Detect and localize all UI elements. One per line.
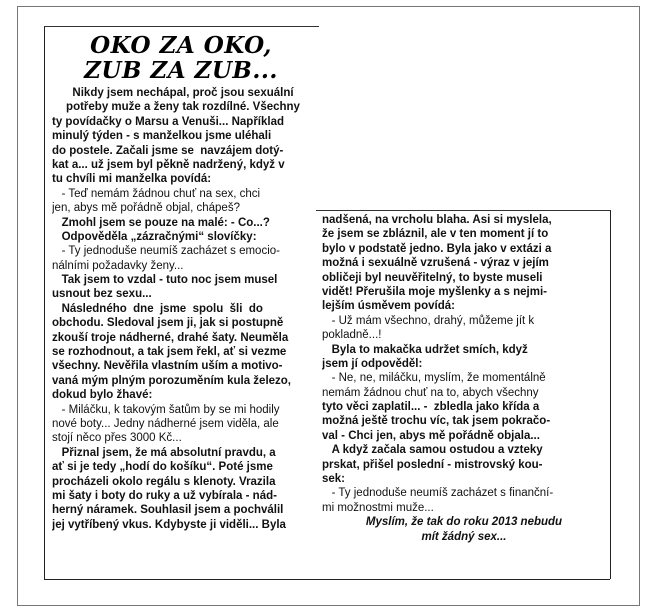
- text-line: všechny. Nevěřila vlastním uším a motivo-: [52, 360, 283, 373]
- text-line: nemám žádnou chuť na to, abych všechny: [322, 386, 539, 399]
- text-line: mít žádný sex...: [421, 530, 507, 543]
- text-line: ty povídačky o Marsu a Venuši... Například: [52, 115, 284, 128]
- text-line: Přiznal jsem, že má absolutní pravdu, a: [52, 446, 276, 459]
- text-line: obchodu. Sledoval jsem ji, jak si postupně: [52, 317, 284, 330]
- text-line: - Miláčku, k takovým šatům by se mi hodily: [52, 403, 280, 416]
- text-line: možná i sexuálně vzrušená - výraz v jejím: [322, 257, 549, 270]
- text-line: Byla to makačka udržet smích, když: [322, 343, 528, 356]
- text-line: tu chvíli mi manželka povídá:: [52, 173, 212, 186]
- text-line: Následného dne jsme spolu šli do: [52, 302, 263, 315]
- text-line: - Ty jednoduše neumíš zacházet s finanční-: [322, 487, 554, 500]
- text-line: do postele. Začali jsme se navzájem dotý-: [52, 144, 284, 157]
- text-line: nadšená, na vrcholu blaha. Asi si myslela,: [322, 214, 552, 226]
- text-line: se rozhodnout, a tak jsem řekl, ať si vezme: [52, 346, 287, 359]
- text-line: ať si je tedy „hodí do košíku“. Poté jsme: [52, 461, 273, 474]
- article-column-right: [322, 213, 606, 544]
- text-line: A když začala samou ostudou a vzteky: [322, 444, 543, 457]
- text-line: vidět! Přerušila moje myšlenky a s nejmi-: [322, 285, 547, 298]
- text-line: mi možnostmi muže...: [322, 501, 434, 514]
- text-line: jsem jí odpověděl:: [322, 357, 423, 370]
- text-line: lejším úsměvem povídá:: [322, 300, 455, 313]
- article-title-line-1: OKO ZA OKO,: [90, 32, 272, 59]
- text-line: minulý týden - s manželkou jsme uléhali: [52, 130, 272, 143]
- text-line: dokud bylo žhavé:: [52, 389, 153, 402]
- article-title-line-2: ZUB ZA ZUB...: [84, 57, 278, 84]
- text-line: nálními požadavky ženy...: [52, 259, 184, 272]
- text-line: Tak jsem to vzdal - tuto noc jsem musel: [52, 274, 278, 287]
- text-line: herný náramek. Souhlasil jsem a pochválil: [52, 504, 284, 517]
- text-line: bylo v podstatě jedno. Byla jako v extázi a: [322, 242, 552, 255]
- text-line: mi šaty i boty do ruky a už vybírala - nád-: [52, 489, 277, 502]
- text-line: Odpověděla „zázračnými“ slovíčky:: [52, 230, 257, 243]
- text-line: jej vytříbený vkus. Kdybyste ji viděli... Byla: [52, 518, 286, 531]
- text-line: usnout bez sexu...: [52, 288, 152, 301]
- text-line: - Ne, ne, miláčku, myslím, že momentálně: [322, 372, 546, 385]
- clipping-bottom-border: [44, 579, 610, 580]
- text-line: že jsem se zbláznil, ale v ten moment jí to: [322, 228, 549, 241]
- text-line: Myslím, že tak do roku 2013 nebudu: [365, 516, 563, 529]
- text-line: obličeji byl neuvěřitelný, to byste museli: [322, 271, 543, 284]
- text-line: - Ty jednoduše neumíš zacházet s emocio-: [52, 245, 280, 258]
- text-line: možná ještě trochu víc, tak jsem pokračo-: [322, 415, 551, 428]
- text-line: val - Chci jen, abys mě pořádně objala...: [322, 429, 540, 442]
- text-line: tyto věci zaplatil... - zbledla jako křída a: [322, 401, 540, 414]
- text-line: pokladně...!: [322, 329, 382, 342]
- text-line: nové boty... Jedny nádherné jsem viděla, ale: [52, 417, 279, 430]
- text-line: stojí něco přes 3000 Kč...: [52, 432, 182, 445]
- text-line: kat a... už jsem byl pěkně nadržený, když v: [52, 158, 285, 171]
- text-line: - Teď nemám žádnou chuť na sex, chci: [52, 187, 261, 200]
- text-line: Nikdy jsem nechápal, proč jsou sexuální: [72, 87, 294, 99]
- text-line: procházeli okolo regálu s klenoty. Vrazila: [52, 475, 276, 488]
- text-line: zkouší troje nádherné, drahé šaty. Neuměla: [52, 331, 289, 344]
- text-line: sek:: [322, 473, 346, 486]
- text-line: potřeby muže a ženy tak rozdílné. Všechny: [66, 101, 300, 114]
- text-line: - Už mám všechno, drahý, můžeme jít k: [322, 314, 535, 327]
- article-column-left: [52, 86, 314, 532]
- text-line: vaná mým plným porozuměním kula železo,: [52, 374, 292, 387]
- text-line: Zmohl jsem se pouze na malé: - Co...?: [52, 216, 270, 229]
- text-line: jen, abys mě pořádně objal, chápeš?: [52, 202, 240, 215]
- text-line: prskat, přišel poslední - mistrovský kou-: [322, 458, 543, 471]
